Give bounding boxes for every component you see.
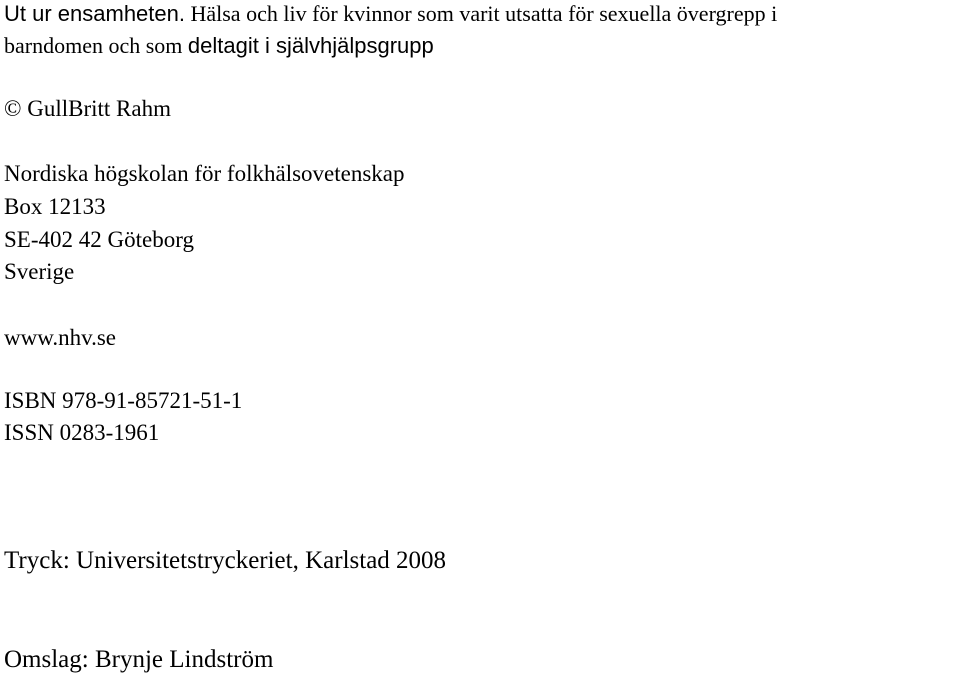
title-main: Ut ur ensamheten. — [4, 1, 185, 26]
printer-info: Tryck: Universitetstryckeriet, Karlstad 2008 — [4, 547, 447, 574]
title-line-1 — [4, 3, 777, 25]
issn-number: ISSN 0283-1961 — [4, 420, 160, 445]
title-line-2 — [4, 35, 434, 57]
copyright-holder: GullBritt Rahm — [21, 96, 171, 121]
country: Sverige — [4, 259, 75, 284]
cover-credit: Omslag: Brynje Lindström — [4, 646, 274, 673]
postal-box: Box 12133 — [4, 194, 106, 219]
website-link[interactable]: www.nhv.se — [4, 325, 117, 350]
copyright-line — [4, 97, 171, 120]
title-subtitle-start: Hälsa och liv för kvinnor som varit utsatta för sexuella övergrepp i — [184, 1, 778, 26]
title-subtitle-continued: barndomen och som — [4, 33, 188, 58]
institution-name: Nordiska högskolan för folkhälsovetenskap — [4, 161, 405, 186]
copyright-icon: © — [4, 96, 22, 121]
postal-address: SE-402 42 Göteborg — [4, 227, 194, 252]
title-subtitle-end: deltagit i självhjälpsgrupp — [187, 33, 434, 58]
isbn-number: ISBN 978-91-85721-51-1 — [4, 388, 243, 413]
